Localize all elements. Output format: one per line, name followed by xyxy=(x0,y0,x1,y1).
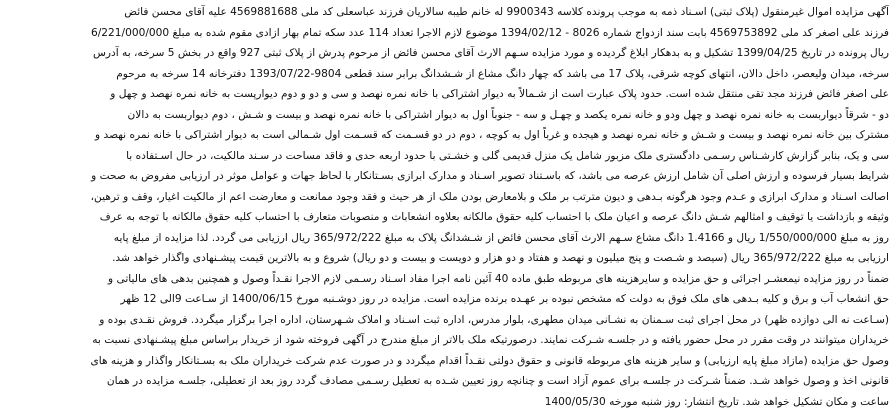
notice-line: حق انشعاب آب و برق و کلیه بـدهی های ملک فوق به دولت که مشخص نبوده بر عهـده برنده مزایده است. مزایده در روز دوشـنبه مورخ 1400/06/15 از سـاعت 9الی 12 ظهر xyxy=(6,289,889,310)
notice-line: سی و یک، بنابر گزارش کارشـناس رسـمی دادگستری ملک مزبور شامل یک منزل قدیمی گلی و خشـتی با حدود اربعه حدی و فاقد مساحت در سـند مالکیت، در حال اسـتفاده با xyxy=(6,146,889,167)
notice-line: روز به مبلغ 1/550/000/000 ریال و 1.4166 دانگ مشاع سـهم الارث آقای محسن فائض از شـشدانگ پلاک به مبلغ 365/972/222 ریال ارزیابی می گردد. لذا مزایده از مبلغ پایه xyxy=(6,228,889,249)
notice-line: خریداران میتوانند در وقت مقرر در محل حضور یافته و در جلسـه شـرکت نمایند. درصورتیکه ملک بالاتر از مبلغ مندرج در آگهی فروخته شود از خریدار براساس مبلغ پیشـنهادی نسبت به xyxy=(6,330,889,351)
notice-line: وثیقه و بازداشت یا توقیف و امثالهم شـش دانگ عرصه و اعیان ملک با احتساب کلیه حقوق مالکانه بعلاوه انشعابات و منصوبات متعارف با احتساب کلیه حقوق مالکانه با توجه به عرف xyxy=(6,207,889,228)
notice-line: ریال پرونده در تاریخ 1399/04/25 تشکیل و به بدهکار ابلاغ گردیده و مورد مزایده سـهم الارث آقای محسن فائض از مرحوم پدرش از پلاک ثبتی 927 واقع در بخش 5 سرخه، به آدرس xyxy=(6,43,889,64)
notice-line: فرزند علی اصغر کد ملی 4569753892 بابت سند ازدواج شماره 8026 - 1394/02/12 موضوع لازم الاجرا تعداد 114 عدد سکه تمام بهار ازادی مقوم شده به مبلغ 6/221/000/000 xyxy=(6,23,889,44)
notice-line: (سـاعت نه الی دوازده ظهر) در محل اجرای ثبت سـمنان به نشـانی میدان مطهری، بلوار مدرس، اداره ثبت اسـناد و املاک شـهرستان، اداره اجرا برگزار میگردد. فروش نقـدی بوده و xyxy=(6,310,889,331)
notice-line: ساعت و مکان تشکیل خواهد شد. تاریخ انتشار: روز شنبه مورخه 1400/05/30 xyxy=(6,392,889,412)
notice-line: سرخه، میدان ولیعصر، داخل دالان، انتهای کوچه شرقی، پلاک 17 می باشد که چهار دانگ مشاع از شـشدانگ برابر سند قطعی 9804-1393/07/22 دفترخانه 14 سرخه به مرحوم xyxy=(6,64,889,85)
notice-line: علی اصغر فائض فرزند مجد تقی منتقل شده است. حدود پلاک عبارت است از شـمالاً به دیوار اشتراکی با خانه نمره نهصد و سی و دو و دوم دیوارپست به خانه نمره نهصد و چهل و xyxy=(6,84,889,105)
notice-line: دو - شرقاً دیواربست به خانه نمره نهصد و چهل ودو و خانه نمره یکصد و چهـل و سه - جنوباً اول به دیوار اشتراکی با خانه نمره نهصد و بیست و شـش ، دوم دیواربست به دالان xyxy=(6,105,889,126)
notice-line: آگهی مزایده اموال غیرمنقول (پلاک ثبتی) اسـناد ذمه به موجب پرونده کلاسه 9900343 له خانم طیبه سالاریان فرزند عباسعلی کد ملی 4569881688 علیه آقای محسن فائض xyxy=(6,2,889,23)
notice-line: وصول حق مزایده (مازاد مبلغ پایه ارزیابی) و سایر هزینه های مربوطه قانونی و حقوق دولتی نقـداً اقدام میگردد و در صورت عدم شرکت خریداران ملک به بسـتانکار واگذار و هزینه های xyxy=(6,351,889,372)
notice-line: اصالت اسـناد و مدارک ابرازی و عـدم وجود هرگونه بـدهی و دیون مترتب بر ملک و بلامعارض بودن ملک از هر حیث و فقد وجود ممانعت و معارضت اعم از مالکیت اغیار، وقف و ترهین، xyxy=(6,187,889,208)
notice-line: مشترک بین خانه نمره نهصد و بیست و شـش و خانه نمره نهصد و هیجده و غرباً اول به کوچه ، دوم در دو قسـمت که قسـمت اول شـمالی است به دیوار اشتراکی با خانه نمره نهصد و xyxy=(6,125,889,146)
notice-line: ارزیابی به مبلغ 365/972/222 ریال (سیصد و شـصت و پنج میلیون و نهصد و هفتاد و دو هزار و دویست و بیست و دو ریال) شروع و به بالاترین قیمت پیشـنهادی واگذار خواهد شد. xyxy=(6,248,889,269)
notice-line: ضمناً در روز مزایده نیمعشـر اجرائی و حق مزایده و سایرهزینه های مربوطه طبق ماده 40 آئین نامه اجرا مفاد اسـناد رسـمی لازم الاجرا نقـداً وصول و همچنین بدهی های مالیاتی و xyxy=(6,269,889,290)
notice-line: شرایط بسیار فرسوده و ارزش اصلی آن شامل ارزش عرصه می باشد، که باسـتناد تصویر اسـناد و مدارک ابرازی بسـتانکار با لحاظ جهات و عوامل موثر در ارزیابی مفروض به صحت و xyxy=(6,166,889,187)
notice-line: قانونی اخذ و وصول خواهد شـد. ضمناً شـرکت در جلسـه برای عموم آزاد است و چنانچه روز تعیین شـده به تعطیل رسـمی مصادف گردد روز بعد از تعطیلی، جلسـه مزایده در همان xyxy=(6,371,889,392)
